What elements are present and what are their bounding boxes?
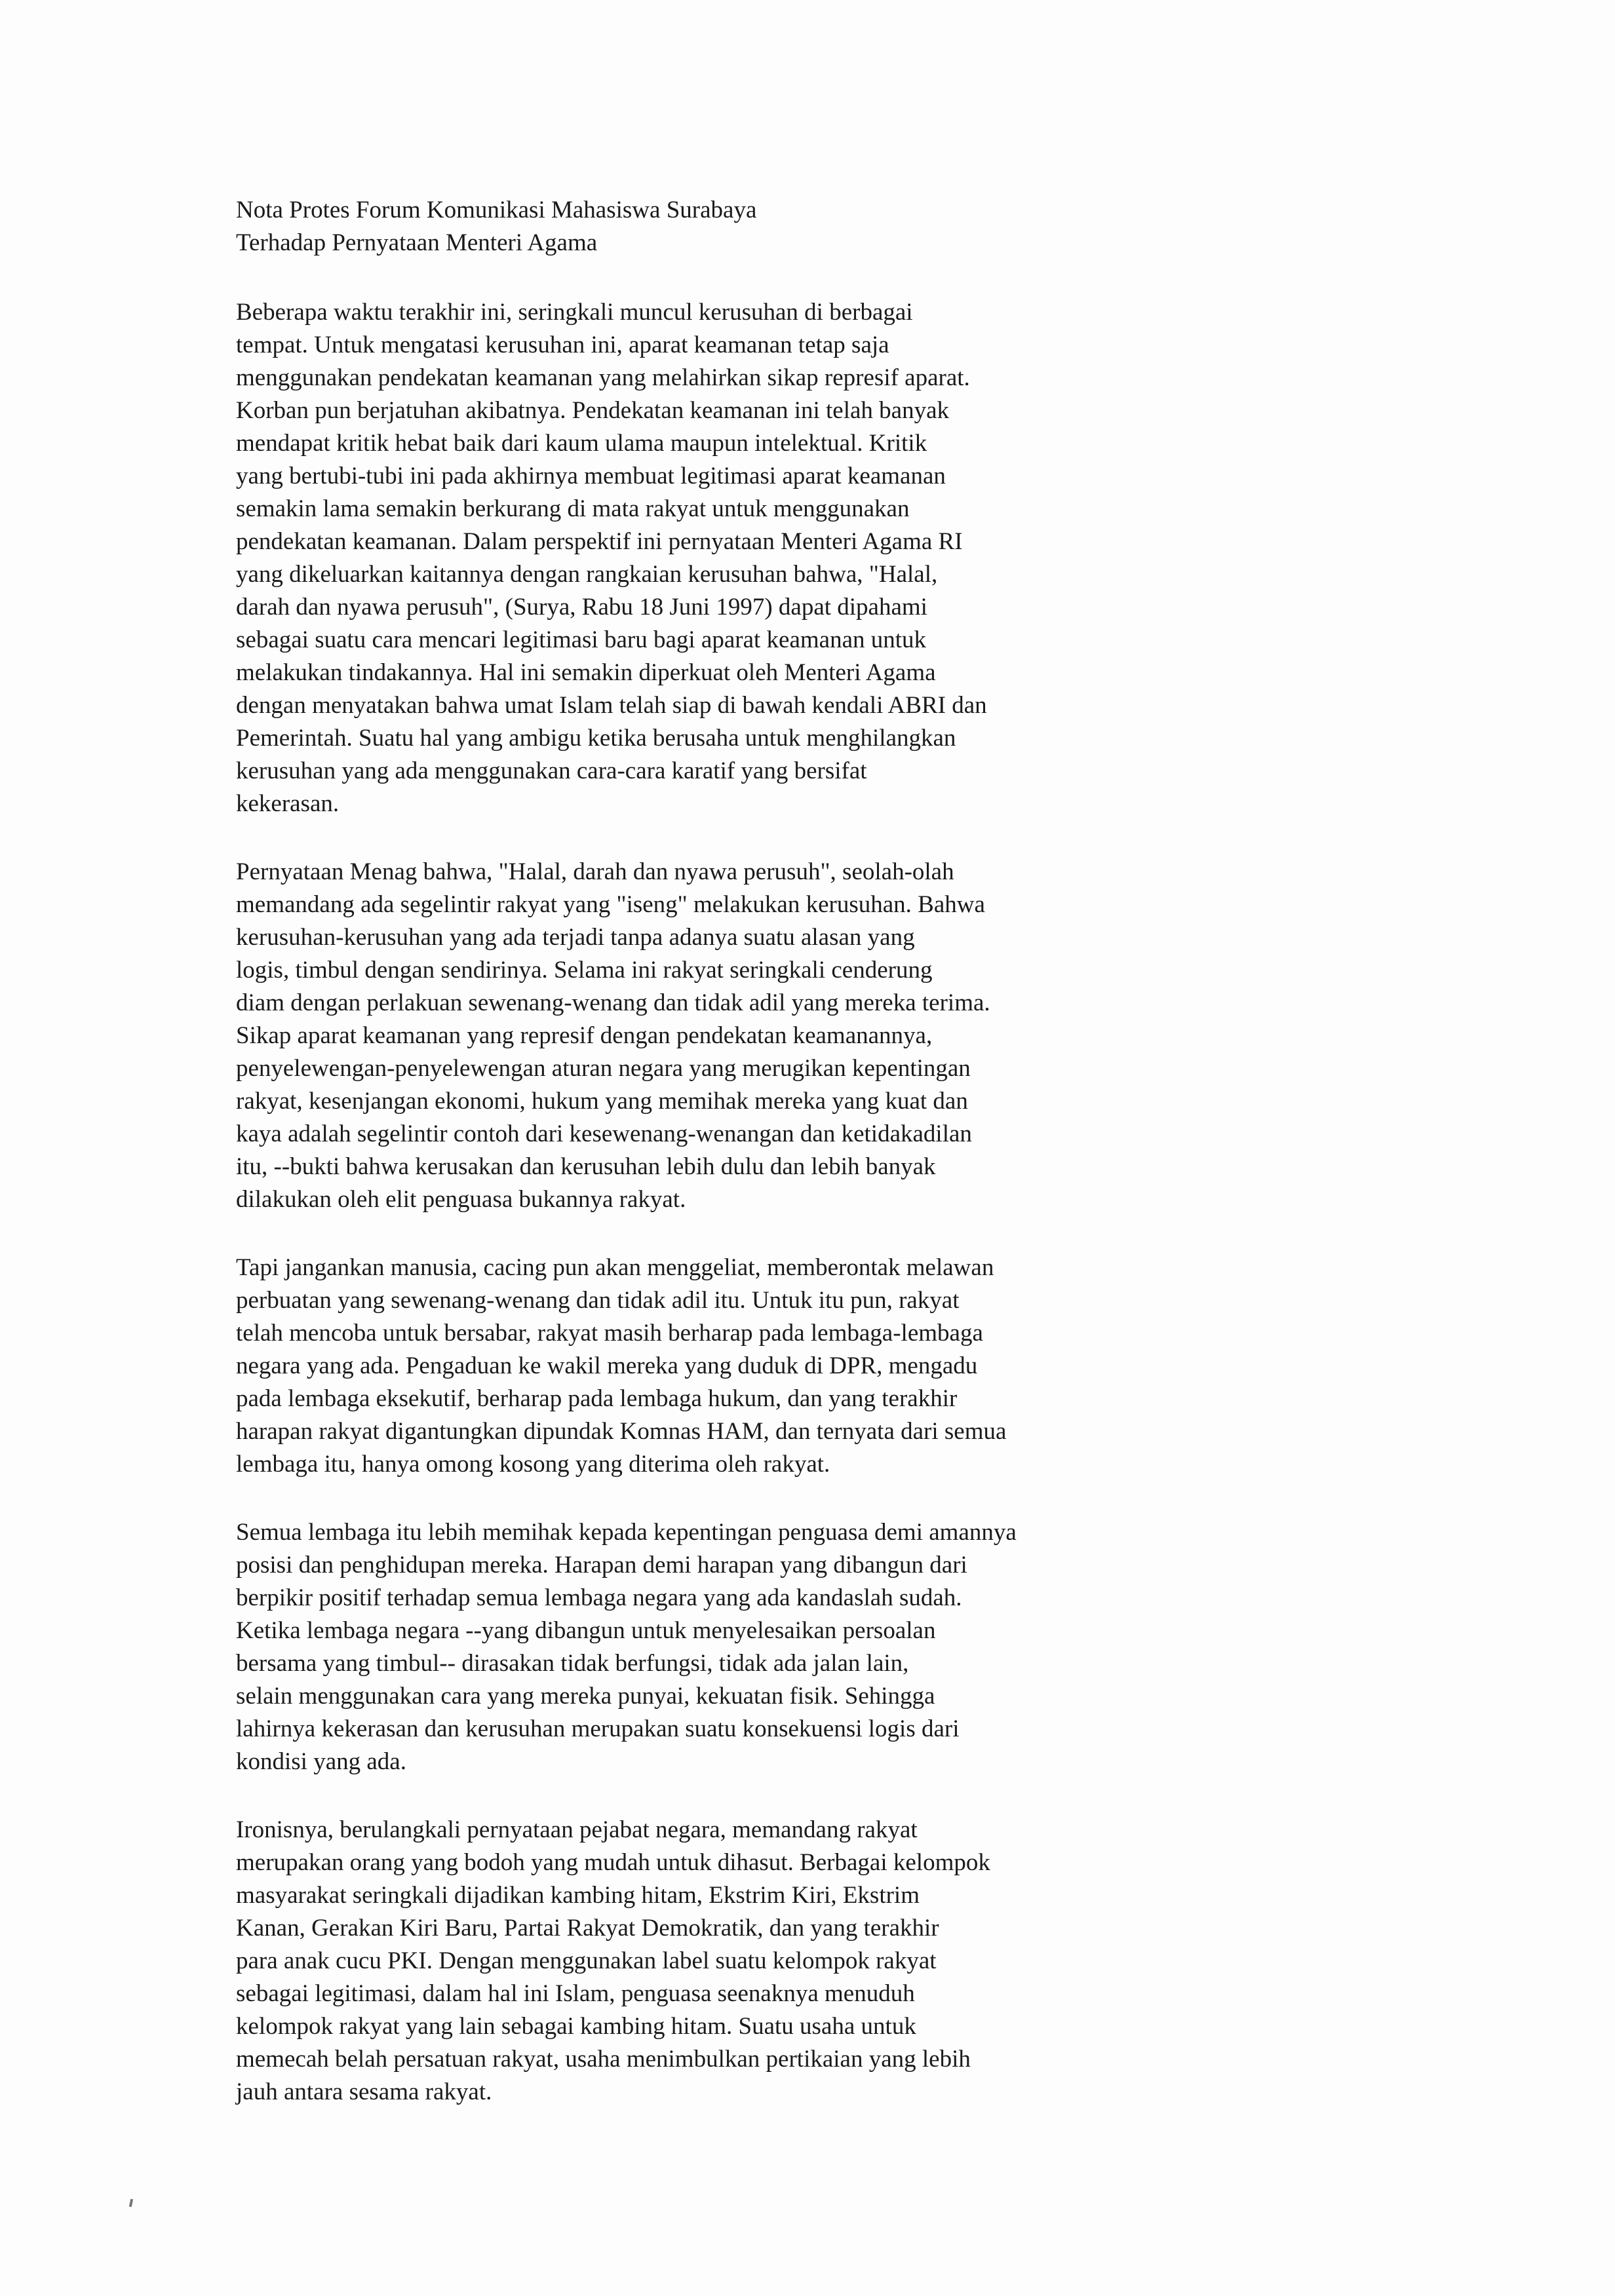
paragraph-line: memecah belah persatuan rakyat, usaha menimbulkan pertikaian yang lebih bbox=[236, 2046, 971, 2073]
paragraph-line: merupakan orang yang bodoh yang mudah untuk dihasut. Berbagai kelompok bbox=[236, 1849, 990, 1876]
paragraph-line: lahirnya kekerasan dan kerusuhan merupakan suatu konsekuensi logis dari bbox=[236, 1715, 960, 1742]
paragraph-line: berpikir positif terhadap semua lembaga negara yang ada kandaslah sudah. bbox=[236, 1584, 962, 1611]
paragraph-line: jauh antara sesama rakyat. bbox=[236, 2078, 492, 2105]
paragraph-line: yang dikeluarkan kaitannya dengan rangkaian kerusuhan bahwa, "Halal, bbox=[236, 561, 938, 588]
paragraph-line: itu, --bukti bahwa kerusakan dan kerusuhan lebih dulu dan lebih banyak bbox=[236, 1153, 936, 1180]
paragraph bbox=[236, 856, 1140, 1216]
paragraph-line: Korban pun berjatuhan akibatnya. Pendekatan keamanan ini telah banyak bbox=[236, 397, 950, 424]
document-paragraphs bbox=[236, 296, 1140, 2109]
paragraph-line: perbuatan yang sewenang-wenang dan tidak adil itu. Untuk itu pun, rakyat bbox=[236, 1287, 960, 1314]
paragraph-line: telah mencoba untuk bersabar, rakyat masih berharap pada lembaga-lembaga bbox=[236, 1320, 983, 1347]
paragraph-line: Pernyataan Menag bahwa, "Halal, darah dan nyawa perusuh", seolah-olah bbox=[236, 858, 954, 885]
paragraph-line: tempat. Untuk mengatasi kerusuhan ini, aparat keamanan tetap saja bbox=[236, 332, 889, 358]
paragraph-line: melakukan tindakannya. Hal ini semakin diperkuat oleh Menteri Agama bbox=[236, 659, 936, 686]
paragraph-line: penyelewengan-penyelewengan aturan negara yang merugikan kepentingan bbox=[236, 1055, 971, 1082]
paragraph-line: menggunakan pendekatan keamanan yang melahirkan sikap represif aparat. bbox=[236, 364, 970, 391]
paragraph-line: Semua lembaga itu lebih memihak kepada kepentingan penguasa demi amannya bbox=[236, 1519, 1017, 1546]
paragraph-line: memandang ada segelintir rakyat yang "iseng" melakukan kerusuhan. Bahwa bbox=[236, 891, 985, 918]
paragraph-line: posisi dan penghidupan mereka. Harapan demi harapan yang dibangun dari bbox=[236, 1552, 967, 1578]
paragraph bbox=[236, 1252, 1140, 1481]
paragraph bbox=[236, 1516, 1140, 1778]
paragraph-line: kelompok rakyat yang lain sebagai kambing hitam. Suatu usaha untuk bbox=[236, 2013, 916, 2040]
paragraph-line: diam dengan perlakuan sewenang-wenang dan tidak adil yang mereka terima. bbox=[236, 989, 990, 1016]
paragraph-line: Beberapa waktu terakhir ini, seringkali muncul kerusuhan di berbagai bbox=[236, 299, 913, 326]
paragraph-line: kerusuhan yang ada menggunakan cara-cara karatif yang bersifat bbox=[236, 757, 867, 784]
paragraph-line: sebagai legitimasi, dalam hal ini Islam, penguasa seenaknya menuduh bbox=[236, 1980, 915, 2007]
paragraph-line: harapan rakyat digantungkan dipundak Komnas HAM, dan ternyata dari semua bbox=[236, 1418, 1007, 1445]
paragraph-line: pendekatan keamanan. Dalam perspektif ini pernyataan Menteri Agama RI bbox=[236, 528, 963, 555]
paragraph-line: kaya adalah segelintir contoh dari kesewenang-wenangan dan ketidakadilan bbox=[236, 1120, 972, 1147]
paragraph-line: bersama yang timbul-- dirasakan tidak berfungsi, tidak ada jalan lain, bbox=[236, 1650, 909, 1677]
paragraph-line: kekerasan. bbox=[236, 790, 340, 817]
paragraph-line: Kanan, Gerakan Kiri Baru, Partai Rakyat Demokratik, dan yang terakhir bbox=[236, 1915, 939, 1942]
paragraph-line: lembaga itu, hanya omong kosong yang diterima oleh rakyat. bbox=[236, 1451, 830, 1478]
paragraph-line: Ironisnya, berulangkali pernyataan pejabat negara, memandang rakyat bbox=[236, 1816, 918, 1843]
paragraph-line: sebagai suatu cara mencari legitimasi baru bagi aparat keamanan untuk bbox=[236, 626, 927, 653]
paragraph-line: dilakukan oleh elit penguasa bukannya rakyat. bbox=[236, 1186, 686, 1213]
paragraph-line: negara yang ada. Pengaduan ke wakil mereka yang duduk di DPR, mengadu bbox=[236, 1352, 978, 1379]
paragraph bbox=[236, 1814, 1140, 2109]
paragraph-line: mendapat kritik hebat baik dari kaum ulama maupun intelektual. Kritik bbox=[236, 430, 927, 457]
paragraph-line: darah dan nyawa perusuh", (Surya, Rabu 18 Juni 1997) dapat dipahami bbox=[236, 594, 927, 621]
paragraph-line: Sikap aparat keamanan yang represif dengan pendekatan keamanannya, bbox=[236, 1022, 933, 1049]
paragraph-line: yang bertubi-tubi ini pada akhirnya membuat legitimasi aparat keamanan bbox=[236, 463, 946, 489]
paragraph-line: selain menggunakan cara yang mereka punyai, kekuatan fisik. Sehingga bbox=[236, 1683, 935, 1710]
document-body bbox=[236, 194, 1140, 2144]
paragraph-line: logis, timbul dengan sendirinya. Selama ini rakyat seringkali cenderung bbox=[236, 957, 933, 984]
paragraph-line: Ketika lembaga negara --yang dibangun untuk menyelesaikan persoalan bbox=[236, 1617, 936, 1644]
paragraph-line: para anak cucu PKI. Dengan menggunakan label suatu kelompok rakyat bbox=[236, 1947, 937, 1974]
paragraph-line: rakyat, kesenjangan ekonomi, hukum yang memihak mereka yang kuat dan bbox=[236, 1088, 968, 1115]
paragraph-line: semakin lama semakin berkurang di mata rakyat untuk menggunakan bbox=[236, 495, 910, 522]
paragraph-line: kerusuhan-kerusuhan yang ada terjadi tanpa adanya suatu alasan yang bbox=[236, 924, 915, 951]
paragraph-line: kondisi yang ada. bbox=[236, 1748, 406, 1775]
paragraph bbox=[236, 296, 1140, 820]
document-title bbox=[236, 194, 1140, 259]
paragraph-line: Tapi jangankan manusia, cacing pun akan menggeliat, memberontak melawan bbox=[236, 1254, 994, 1281]
paragraph-line: masyarakat seringkali dijadikan kambing hitam, Ekstrim Kiri, Ekstrim bbox=[236, 1882, 920, 1909]
paragraph-line: dengan menyatakan bahwa umat Islam telah siap di bawah kendali ABRI dan bbox=[236, 692, 987, 719]
scan-artifact-mark bbox=[129, 2199, 133, 2208]
title-line: Terhadap Pernyataan Menteri Agama bbox=[236, 229, 598, 256]
title-line: Nota Protes Forum Komunikasi Mahasiswa Surabaya bbox=[236, 197, 757, 223]
paragraph-line: Pemerintah. Suatu hal yang ambigu ketika berusaha untuk menghilangkan bbox=[236, 725, 956, 752]
paragraph-line: pada lembaga eksekutif, berharap pada lembaga hukum, dan yang terakhir bbox=[236, 1385, 958, 1412]
